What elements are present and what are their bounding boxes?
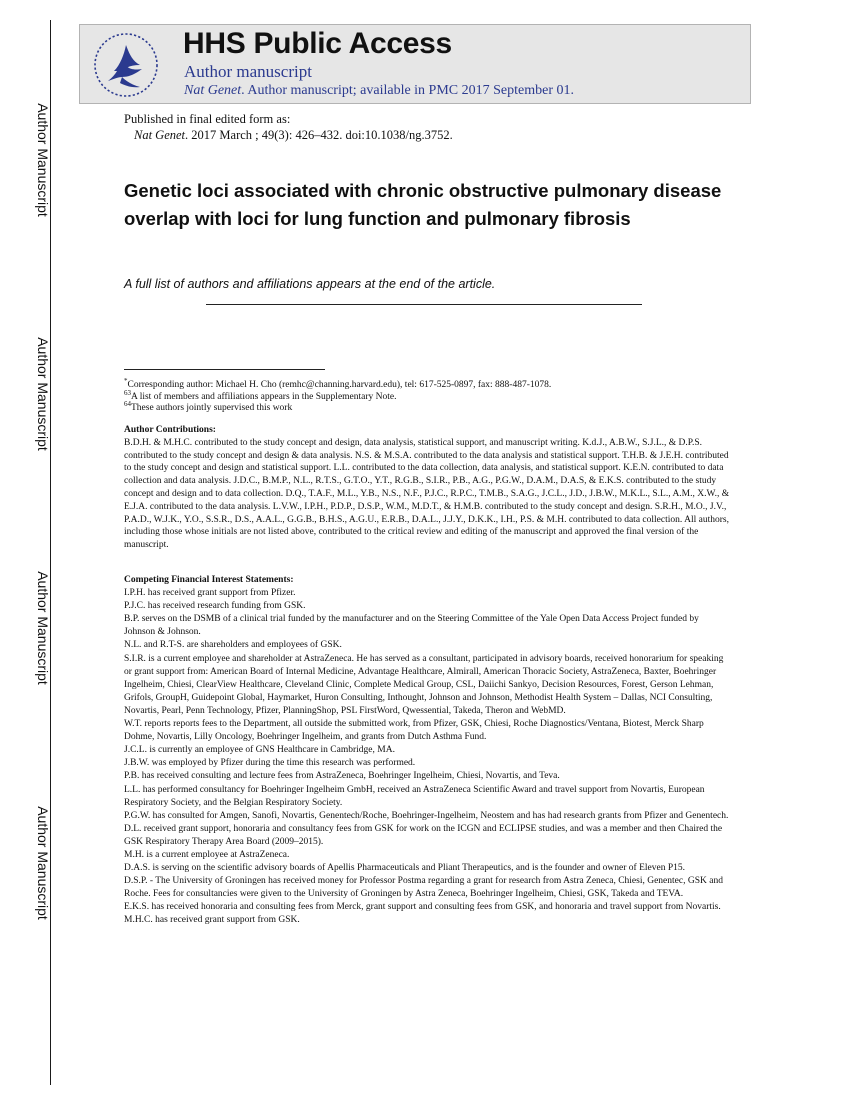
- competing-interest-item: P.G.W. has consulted for Amgen, Sanofi, Novartis, Genentech/Roche, Boehringer-Ingelheim, Neostem and has had research grants from Pfizer and Genentech.: [124, 810, 729, 821]
- competing-interest-item: I.P.H. has received grant support from Pfizer.: [124, 588, 296, 599]
- footnote-divider: [124, 369, 325, 370]
- hhs-eagle-logo-icon: [92, 31, 160, 99]
- header-subtitle: Author manuscript: [184, 62, 312, 81]
- side-label-text: Author Manuscript: [35, 571, 52, 685]
- competing-interest-item: N.L. and R.T-S. are shareholders and employees of GSK.: [124, 640, 342, 651]
- header-availability: [184, 83, 574, 99]
- footnotes: [124, 376, 730, 415]
- author-contributions: [124, 424, 730, 552]
- header-availability-text: . Author manuscript; available in PMC 2017 September 01.: [241, 83, 574, 98]
- publication-intro: Published in final edited form as:: [124, 112, 291, 126]
- side-label-text: Author Manuscript: [35, 806, 52, 920]
- footnote-text: These authors jointly supervised this work: [131, 403, 293, 413]
- competing-interest-item: J.C.L. is currently an employee of GNS Healthcare in Cambridge, MA.: [124, 745, 395, 756]
- competing-interests-heading: Competing Financial Interest Statements:: [124, 575, 294, 585]
- side-label-1: [35, 70, 51, 250]
- competing-interest-item: P.J.C. has received research funding from GSK.: [124, 601, 306, 612]
- competing-interest-item: M.H.C. has received grant support from GSK.: [124, 915, 300, 926]
- side-label-text: Author Manuscript: [35, 337, 52, 451]
- header-title: HHS Public Access: [183, 27, 452, 60]
- competing-interest-item: W.T. reports reports fees to the Department, all outside the submitted work, from Pfizer, GSK, Chiesi, Roche Diagnostics/Ventana, Biotest, Merck Sharp Dohme, Novartis, Lilly Oncology, Boehringer Ingelheim, and grants from Dutch Asthma Fund.: [124, 719, 704, 743]
- footnote-mark: *: [124, 376, 128, 385]
- footnote-item: [124, 388, 730, 404]
- hhs-header: [79, 24, 751, 104]
- competing-interest-item: D.L. received grant support, honoraria and consultancy fees from GSK for work on the ICGN and ECLIPSE studies, and was a member and then Chaired the GSK Respiratory Therapy Area Board (2009–2015).: [124, 823, 723, 847]
- competing-interest-item: J.B.W. was employed by Pfizer during the time this research was performed.: [124, 758, 416, 769]
- contributions-text: B.D.H. & M.H.C. contributed to the study concept and design, data analysis, statistical support, and manuscript writing. K.d.J., A.B.W., S.J.L., & D.P.S. contributed to the study concept and design & data analysis. N.S. & M.S.A. contributed to the data analysis and statistical support. T.H.B. & J.E.H. contributed to the study concept and design and statistical support. L.L. contributed to the data collection, data analysis, and statistical support. K.E.N. contributed to data collection and data analysis. J.D.C., B.M.P., N.L., R.T.S., G.T.O., Y.T., R.G.B., S.I.R., P.B., A.G., P.G.W., D.A.M., D.A.S, & E.K.S. contributed to the study concept and design and to data collection. D.Q., T.A.F., M.L., Y.B., N.S., N.F., P.J.C., R.P.C., T.M.B., S.A.G., J.C.L., J.D., J.B.W., M.K.L., S.L., A.M., X.W., & E.J.A. contributed to the data analysis. L.V.W., I.P.H., P.D.P., D.S.P., W.M., M.D.T., & H.M.B. contributed to the study concept and design. S.R.H., M.O., J.V., P.A.D., W.J.K., Y.O., S.S.R., D.S., A.A.L., G.G.B., B.H.S., A.G.U., E.R.B., D.A.L., J.J.Y., D.K.K., I.H., P.S. & M.H. contributed to data collection. All authors, including those whose initials are not listed above, contributed to the critical review and editing of the manuscript and approved the final version of the manuscript.: [124, 437, 730, 551]
- publication-citation: [124, 127, 453, 143]
- side-label-4: [35, 773, 51, 953]
- competing-interest-item: L.L. has performed consultancy for Boehringer Ingelheim GmbH, received an AstraZeneca Scientific Award and travel support from Novartis, European Respiratory Society, and the Belgian Respiratory Society.: [124, 784, 705, 808]
- competing-interest-item: B.P. serves on the DSMB of a clinical trial funded by the manufacturer and on the Steering Committee of the Yale Open Data Access Project funded by Johnson & Johnson.: [124, 614, 699, 638]
- footnote-mark: 63: [124, 388, 131, 397]
- footnote-text: A list of members and affiliations appears in the Supplementary Note.: [131, 391, 397, 402]
- competing-interest-item: D.A.S. is serving on the scientific advisory boards of Apellis Pharmaceuticals and Pliant Therapeutics, and is the founder and owner of Eleven P15.: [124, 863, 685, 874]
- footnote-mark: 64: [124, 399, 131, 408]
- competing-interests: [124, 574, 730, 928]
- header-journal: Nat Genet: [184, 83, 242, 98]
- footnote-item: [124, 376, 730, 392]
- publication-journal: Nat Genet: [134, 128, 186, 142]
- side-label-text: Author Manuscript: [35, 103, 52, 217]
- side-label-2: [35, 304, 51, 484]
- side-label-3: [35, 538, 51, 718]
- competing-interest-item: E.K.S. has received honoraria and consulting fees from Merck, grant support and consulting fees from GSK, and honoraria and travel support from Novartis.: [124, 902, 721, 913]
- competing-interest-item: D.S.P. - The University of Groningen has received money for Professor Postma regarding a grant for research from Astra Zeneca, Chiesi, Genentec, GSK and Roche. Fees for consultancies were given to the University of Groningen by Astra Zeneca, Boehringer Ingelheim, Chiesi, GSK, Takeda and TEVA.: [124, 876, 723, 900]
- footnote-text: Corresponding author: Michael H. Cho (remhc@channing.harvard.edu), tel: 617-525-0897, fax: 888-487-1078.: [127, 380, 552, 390]
- authors-note: A full list of authors and affiliations appears at the end of the article.: [124, 277, 496, 291]
- article-title: Genetic loci associated with chronic obstructive pulmonary disease overlap with loci for lung function and pulmonary fibrosis: [124, 180, 722, 229]
- publication-info: [124, 111, 453, 143]
- competing-interest-item: M.H. is a current employee at AstraZeneca.: [124, 849, 290, 860]
- contributions-heading: Author Contributions:: [124, 425, 216, 435]
- title-divider: [206, 304, 642, 305]
- competing-interest-item: P.B. has received consulting and lecture fees from AstraZeneca, Boehringer Ingelheim, Chiesi, Novartis, and Teva.: [124, 771, 560, 782]
- competing-interest-item: S.I.R. is a current employee and shareholder at AstraZeneca. He has served as a consultant, participated in advisory boards, received honorarium for speaking or grant support from: American Board of Internal Medicine, Advantage Healthcare, Almirall, American Thoracic Society, AstraZeneca, Baxter, Boehringer Ingelheim, Chiesi, ClearView Healthcare, Cleveland Clinic, Complete Medical Group, CSL, Daiichi Sankyo, Decision Resources, Forest, Gerson Lehman, Grifols, GroupH, Guidepoint Global, Haymarket, Huron Consulting, Inthought, Johnson and Johnson, Methodist Health System – Dallas, NCI Consulting, Novartis, Pearl, Penn Technology, Pfizer, PlanningShop, PSL FirstWord, Qwessential, Takeda, Theron and WebMD.: [124, 653, 724, 716]
- footnote-item: [124, 399, 730, 415]
- publication-citation-text: . 2017 March ; 49(3): 426–432. doi:10.1038/ng.3752.: [185, 128, 453, 142]
